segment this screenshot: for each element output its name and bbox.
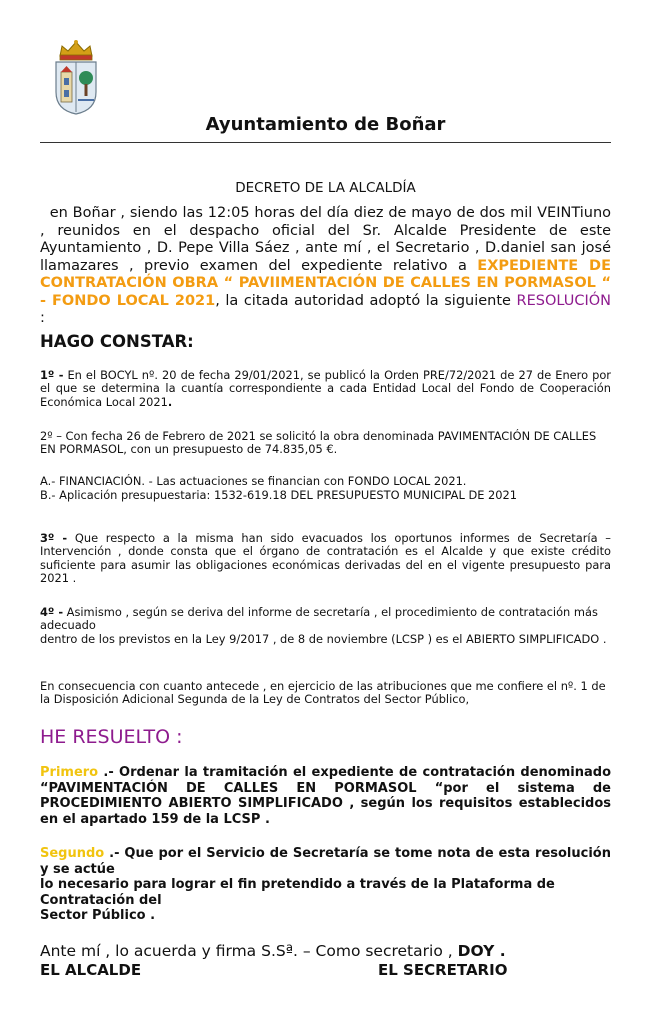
paragraph-3-number: 3º - <box>40 531 68 545</box>
paragraph-3-text: Que respecto a la misma han sido evacuados los oportunos informes de Secretaría – Intervención , donde consta que el órgano de contratación es el Alcalde y que existe crédito suficiente para asumir las obligaciones económicas derivadas del en el vigente presupuesto para 2021 . <box>40 531 611 586</box>
paragraph-4-text: Asimismo , según se deriva del informe de secretaría , el procedimiento de contratación más adecuado <box>40 605 598 633</box>
he-resuelto-heading: HE RESUELTO : <box>40 726 183 748</box>
page-title: Ayuntamiento de Boñar <box>205 114 446 135</box>
hago-constar-heading: HAGO CONSTAR: <box>40 332 194 351</box>
paragraph-2: 2º – Con fecha 26 de Febrero de 2021 se solicitó la obra denominada PAVIMENTACIÓN DE CALLES EN PORMASOL, con un presupuesto de 74.835,05 €. <box>40 429 597 457</box>
primero-text: .- Ordenar la tramitación el expediente de contratación denominado “PAVIMENTACIÓN DE CALLES EN PORMASOL “por el sistema de PROCEDIMIENTO ABIERTO SIMPLIFICADO , según los requisitos establecidos en el apartado 159 de la LCSP . <box>40 765 611 827</box>
coat-of-arms-logo <box>52 38 100 116</box>
closing-line <box>40 942 506 960</box>
intro-text-2: , la citada autoridad adoptó la siguiente <box>215 292 517 309</box>
paragraph-3 <box>40 532 611 586</box>
paragraph-1-text: En el BOCYL nº. 20 de fecha 29/01/2021, se publicó la Orden PRE/72/2021 de 27 de Enero por el que se determina la cuantía correspondiente a cada Entidad Local del Fondo de Cooperación Económica Local 2021 <box>40 368 611 409</box>
segundo-text-2: lo necesario para lograr el fin pretendido a través de la Plataforma de Contratación del <box>40 877 555 908</box>
paragraph-a: A.- FINANCIACIÓN. - Las actuaciones se financian con FONDO LOCAL 2021. <box>40 474 467 488</box>
resolution-primero <box>40 765 611 827</box>
paragraph-4-continued: dentro de los previstos en la Ley 9/2017 , de 8 de noviembre (LCSP ) es el ABIERTO SIMPLIFICADO . <box>40 632 607 646</box>
signature-secretario: EL SECRETARIO <box>378 961 508 979</box>
paragraph-5: En consecuencia con cuanto antecede , en ejercicio de las atribuciones que me confiere el nº. 1 de la Disposición Adicional Segunda de la Ley de Contratos del Sector Público, <box>40 679 606 707</box>
resolution-segundo <box>40 846 611 877</box>
paragraph-1 <box>40 369 611 409</box>
paragraph-1-end: . <box>167 394 173 409</box>
segundo-text-3: Sector Público . <box>40 908 156 923</box>
segundo-label: Segundo <box>40 846 105 861</box>
closing-text: Ante mí , lo acuerda y firma S.Sª. – Como secretario , <box>40 942 458 960</box>
intro-text: en Boñar , siendo las 12:05 horas del día diez de mayo de dos mil VEINTiuno , reunidos en el despacho oficial del Sr. Alcalde Presidente de este Ayuntamiento , D. Pepe Villa Sáez , ante mí , el Secretario , D.daniel san josé llamazares , previo examen del expediente relativo a <box>40 205 612 274</box>
paragraph-4-number: 4º - <box>40 605 64 619</box>
paragraph-b: B.- Aplicación presupuestaria: 1532-619.18 DEL PRESUPUESTO MUNICIPAL DE 2021 <box>40 488 518 502</box>
paragraph-4 <box>40 606 611 633</box>
segundo-text: .- Que por el Servicio de Secretaría se tome nota de esta resolución y se actúe <box>40 846 611 877</box>
primero-label: Primero <box>40 765 99 780</box>
paragraph-1-number: 1º - <box>40 368 64 382</box>
intro-text-3: : <box>40 310 45 326</box>
title-underline <box>40 142 611 143</box>
expediente-highlight: EXPEDIENTE DE CONTRATACIÓN OBRA “ PAVIIMENTACIÓN DE CALLES EN PORMASOL “ - FONDO LOCAL 2021 <box>40 257 611 309</box>
resolucion-label: RESOLUCIÓN <box>516 292 611 309</box>
closing-doy: DOY . <box>457 942 506 960</box>
decree-title: DECRETO DE LA ALCALDÍA <box>235 180 416 196</box>
signature-alcalde: EL ALCALDE <box>40 961 142 979</box>
intro-paragraph <box>40 205 611 328</box>
